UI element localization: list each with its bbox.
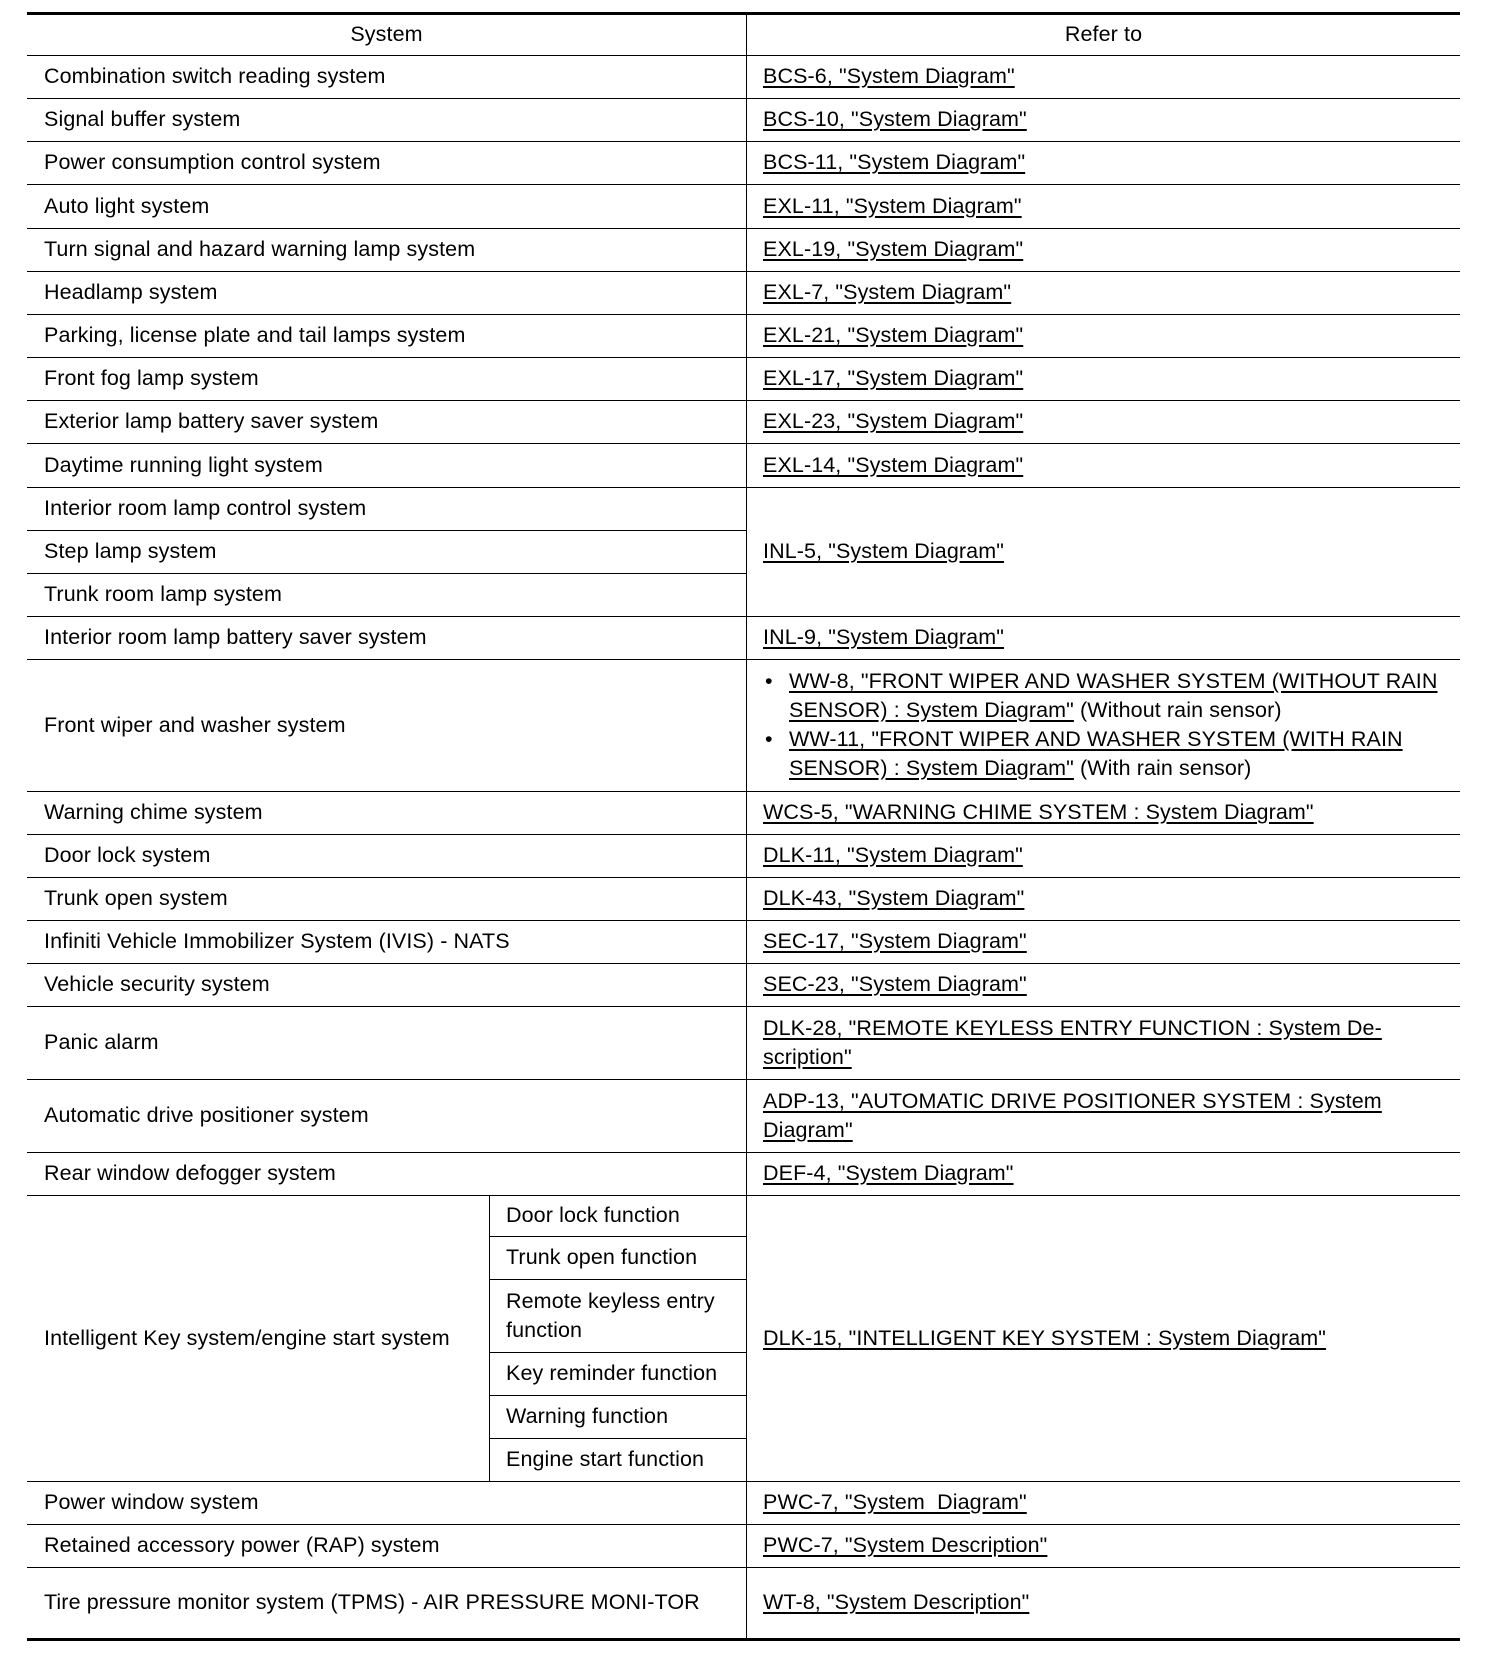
system-cell: Retained accessory power (RAP) system — [44, 1533, 440, 1557]
system-cell: Daytime running light system — [44, 452, 323, 477]
reference-link[interactable]: INL-5, "System Diagram" — [763, 539, 1004, 563]
reference-cell — [747, 184, 1460, 228]
system-cell: Trunk open system — [44, 886, 228, 910]
system-cell: Parking, license plate and tail lamps system — [44, 323, 466, 347]
system-cell: Panic alarm — [44, 1030, 159, 1054]
system-cell: Warning chime system — [44, 800, 263, 824]
system-cell: Front fog lamp system — [44, 366, 259, 390]
system-cell: Interior room lamp control system — [44, 496, 367, 520]
system-cell: Trunk room lamp system — [44, 582, 282, 606]
reference-cell — [747, 1481, 1460, 1524]
reference-cell — [747, 834, 1460, 877]
function-cell: Door lock function — [506, 1203, 680, 1227]
reference-link[interactable]: ADP-13, "AUTOMATIC DRIVE POSITIONER SYSTEM : System Diagram" — [763, 1088, 1382, 1142]
reference-link[interactable]: BCS-6, "System Diagram" — [763, 64, 1015, 88]
reference-cell — [747, 55, 1460, 98]
reference-link[interactable]: DEF-4, "System Diagram" — [763, 1161, 1014, 1185]
header-system-label: System — [350, 21, 423, 46]
reference-link[interactable]: EXL-7, "System Diagram" — [763, 280, 1012, 304]
system-cell: Door lock system — [44, 843, 211, 867]
reference-link[interactable]: BCS-11, "System Diagram" — [763, 150, 1026, 174]
reference-link[interactable]: WW-11, "FRONT WIPER AND WASHER SYSTEM (WITH RAIN SENSOR) : System Diagram" — [789, 727, 1403, 780]
system-cell: Power window system — [44, 1490, 259, 1514]
header-refer-to — [747, 13, 1460, 55]
reference-cell — [747, 443, 1460, 487]
reference-cell — [747, 616, 1460, 659]
reference-cell — [747, 963, 1460, 1006]
function-cell: Trunk open function — [506, 1245, 698, 1269]
reference-link[interactable]: WCS-5, "WARNING CHIME SYSTEM : System Diagram" — [763, 800, 1314, 824]
reference-link[interactable]: BCS-10, "System Diagram" — [763, 107, 1027, 131]
system-cell: Intelligent Key system/engine start system — [44, 1325, 450, 1350]
system-cell: Step lamp system — [44, 539, 217, 563]
reference-link[interactable]: EXL-19, "System Diagram" — [763, 237, 1024, 261]
reference-cell — [747, 98, 1460, 141]
reference-cell — [747, 228, 1460, 271]
reference-link[interactable]: EXL-23, "System Diagram" — [763, 409, 1024, 433]
header-system — [27, 13, 746, 55]
reference-link[interactable]: SEC-23, "System Diagram" — [763, 972, 1027, 996]
system-cell: Infiniti Vehicle Immobilizer System (IVIS) - NATS — [44, 929, 510, 953]
system-cell: Power consumption control system — [44, 150, 381, 174]
reference-cell — [747, 920, 1460, 963]
reference-link[interactable]: PWC-7, "System Description" — [763, 1533, 1048, 1557]
reference-link[interactable]: DLK-28, "REMOTE KEYLESS ENTRY FUNCTION : System De-scription" — [763, 1015, 1382, 1069]
reference-link[interactable]: INL-9, "System Diagram" — [763, 625, 1004, 649]
reference-link[interactable]: EXL-14, "System Diagram" — [763, 452, 1024, 477]
reference-link[interactable]: PWC-7, "System Diagram" — [763, 1490, 1027, 1514]
reference-link[interactable]: DLK-15, "INTELLIGENT KEY SYSTEM : System Diagram" — [763, 1325, 1327, 1350]
system-cell: Rear window defogger system — [44, 1161, 336, 1185]
reference-link[interactable]: DLK-43, "System Diagram" — [763, 886, 1025, 910]
reference-cell — [747, 314, 1460, 357]
system-cell: Combination switch reading system — [44, 64, 386, 88]
function-cell: Warning function — [506, 1404, 669, 1428]
header-refer-to-label: Refer to — [1064, 21, 1143, 46]
bullet-mark: • — [765, 727, 773, 751]
system-cell: Front wiper and washer system — [44, 712, 346, 737]
bullet-item: • WW-8, "FRONT WIPER AND WASHER SYSTEM (WITHOUT RAIN SENSOR) : System Diagram" (Without rain sensor) — [763, 667, 1454, 725]
reference-cell — [747, 1567, 1460, 1638]
reference-cell — [747, 1195, 1460, 1481]
reference-link[interactable]: WT-8, "System Description" — [763, 1590, 1030, 1614]
bullet-item: • WW-11, "FRONT WIPER AND WASHER SYSTEM (WITH RAIN SENSOR) : System Diagram" (With rain sensor) — [763, 725, 1454, 783]
reference-cell — [747, 1079, 1460, 1152]
reference-link[interactable]: WW-8, "FRONT WIPER AND WASHER SYSTEM (WITHOUT RAIN SENSOR) : System Diagram" — [789, 669, 1438, 722]
reference-cell — [747, 271, 1460, 314]
reference-link[interactable]: DLK-11, "System Diagram" — [763, 843, 1023, 867]
reference-cell — [747, 1006, 1460, 1079]
system-cell: Interior room lamp battery saver system — [44, 625, 427, 649]
system-cell: Tire pressure monitor system (TPMS) - AIR PRESSURE MONI-TOR — [44, 1590, 700, 1614]
reference-cell — [747, 357, 1460, 400]
reference-cell — [747, 141, 1460, 184]
system-cell: Auto light system — [44, 193, 210, 218]
system-cell: Headlamp system — [44, 280, 218, 304]
reference-cell — [747, 400, 1460, 443]
reference-cell — [747, 1524, 1460, 1567]
system-cell: Vehicle security system — [44, 972, 270, 996]
reference-cell — [747, 487, 1460, 616]
table-bottom-border — [27, 1638, 1460, 1641]
reference-link[interactable]: EXL-11, "System Diagram" — [763, 193, 1022, 218]
system-cell: Turn signal and hazard warning lamp system — [44, 237, 476, 261]
function-cell: Remote keyless entry function — [506, 1288, 715, 1342]
system-cell: Signal buffer system — [44, 107, 241, 131]
function-cell: Key reminder function — [506, 1361, 718, 1385]
function-cell: Engine start function — [506, 1447, 705, 1471]
reference-cell — [747, 659, 1460, 791]
reference-link[interactable]: EXL-21, "System Diagram" — [763, 323, 1024, 347]
reference-cell — [747, 791, 1460, 834]
reference-cell — [747, 1152, 1460, 1195]
system-cell: Exterior lamp battery saver system — [44, 409, 379, 433]
reference-cell — [747, 877, 1460, 920]
bullet-mark: • — [765, 669, 773, 693]
reference-link[interactable]: EXL-17, "System Diagram" — [763, 366, 1024, 390]
reference-link[interactable]: SEC-17, "System Diagram" — [763, 929, 1027, 953]
system-cell: Automatic drive positioner system — [44, 1103, 369, 1127]
